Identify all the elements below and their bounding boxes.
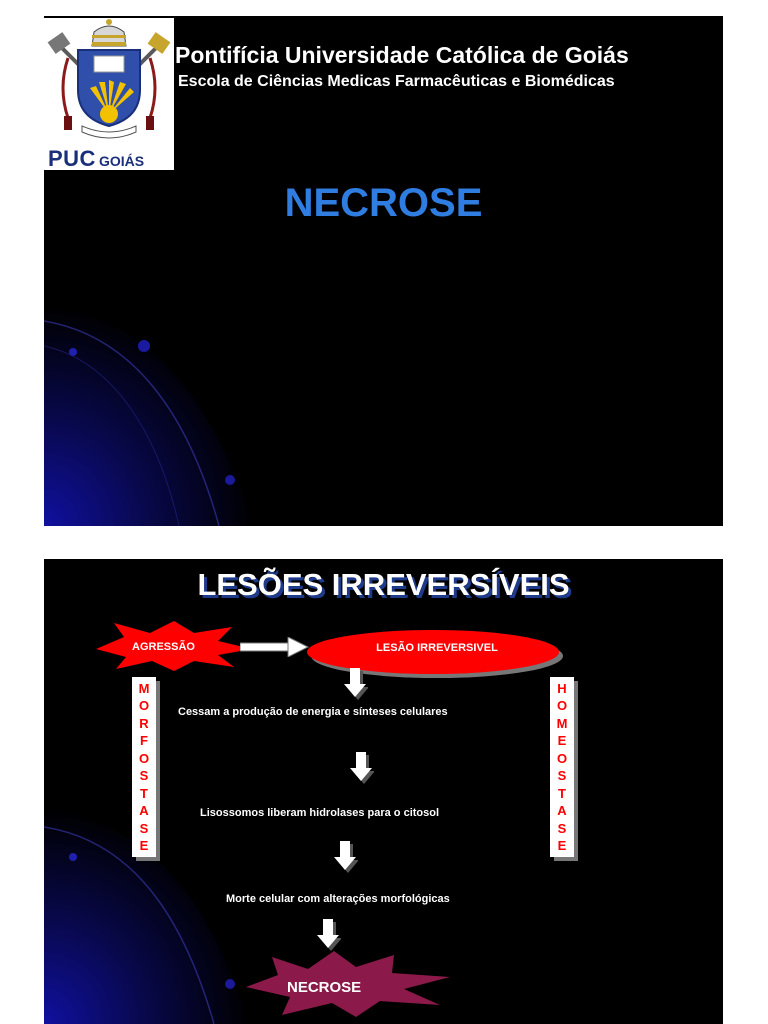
lesion-label: LESÃO IRREVERSIVEL <box>376 642 498 654</box>
logo-text-puc: PUC <box>48 146 96 171</box>
slide-title-necrose: NECROSE <box>284 181 483 225</box>
step-cell-death: Morte celular com alterações morfológicas <box>226 893 450 905</box>
down-arrow-icon <box>350 752 374 784</box>
homeostase-letter: S <box>557 820 567 836</box>
aggression-label: AGRESSÃO <box>132 641 195 653</box>
school-name: Escola de Ciências Medicas Farmacêuticas e Biomédicas <box>178 73 615 90</box>
down-arrow-icon <box>317 919 341 951</box>
slide-irreversible-lesions <box>44 559 723 1024</box>
slide-necrose-title <box>44 16 723 526</box>
morfostase-letter: O <box>138 698 150 714</box>
morfostase-letter: A <box>139 803 149 819</box>
homeostase-letter: O <box>556 698 568 714</box>
homeostase-letter: T <box>558 785 566 801</box>
step-lysosomes: Lisossomos liberam hidrolases para o citosol <box>200 807 440 819</box>
morfostase-letter: S <box>139 820 149 836</box>
homeostase-letter: S <box>557 768 567 784</box>
puc-logo <box>44 18 174 170</box>
homeostase-letter: E <box>557 733 567 749</box>
homeostase-letter: O <box>556 750 568 766</box>
homeostase-letter: A <box>557 803 567 819</box>
university-name: Pontifícia Universidade Católica de Goiás <box>175 42 629 68</box>
down-arrow-icon <box>334 841 358 873</box>
homeostase-letter: H <box>557 680 567 696</box>
logo-wordmark <box>48 146 144 172</box>
homeostase-letter: E <box>557 838 567 854</box>
step-energy-stop: Cessam a produção de energia e sínteses celulares <box>178 706 448 718</box>
morfostase-letter: O <box>138 750 150 766</box>
morfostase-letter: T <box>140 785 148 801</box>
morfostase-letter: M <box>138 680 150 696</box>
necrose-label: NECROSE <box>287 979 362 996</box>
homeostase-bar <box>550 677 574 857</box>
logo-text-goias: GOIÁS <box>98 153 145 169</box>
slide-title-lesions: LESÕES IRREVERSÍVEIS <box>197 567 570 602</box>
morfostase-letter: S <box>139 768 149 784</box>
morfostase-letter: E <box>139 838 149 854</box>
homeostase-letter: M <box>556 715 568 731</box>
morfostase-letter: R <box>139 715 149 731</box>
morfostase-bar <box>132 677 156 857</box>
right-arrow-icon <box>240 637 310 657</box>
morfostase-letter: F <box>140 733 148 749</box>
crest-icon <box>44 18 174 143</box>
down-arrow-icon <box>344 668 368 700</box>
